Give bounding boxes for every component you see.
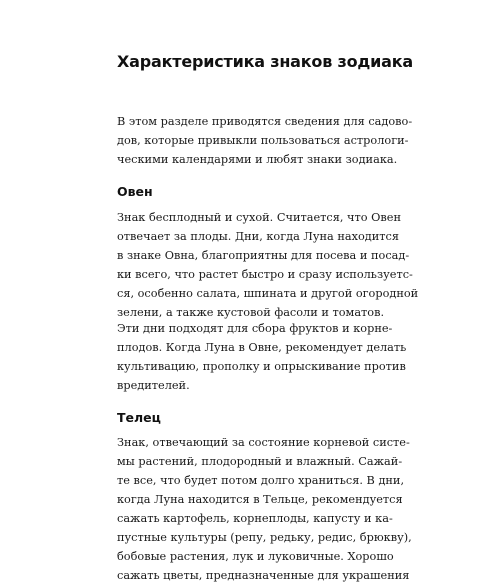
text-line: Знак бесплодный и сухой. Считается, что Овен xyxy=(117,211,401,224)
text-line: ческими календарями и любят знаки зодиака. xyxy=(117,153,398,166)
text-line: вредителей. xyxy=(117,379,190,392)
text-line: отвечает за плоды. Дни, когда Луна находится xyxy=(117,230,399,243)
text-line: пустные культуры (репу, редьку, редис, брюкву), xyxy=(117,531,412,544)
text-line: когда Луна находится в Тельце, рекомендуется xyxy=(117,493,403,506)
text-line: те все, что будет потом долго храниться. В дни, xyxy=(117,474,405,487)
text-line: дов, которые привыкли пользоваться астрологи- xyxy=(117,134,409,147)
oven-paragraph-1 xyxy=(117,208,419,322)
text-line: плодов. Когда Луна в Овне, рекомендует делать xyxy=(117,341,407,354)
text-line: мы растений, плодородный и влажный. Сажай- xyxy=(117,455,403,468)
section-heading-telets: Телец xyxy=(117,410,161,425)
text-line: В этом разделе приводятся сведения для садово- xyxy=(117,115,413,128)
text-line: зелени, а также кустовой фасоли и томатов. xyxy=(117,306,385,319)
text-line: сажать цветы, предназначенные для украшения xyxy=(117,569,410,582)
text-line: в знаке Овна, благоприятны для посева и посад- xyxy=(117,249,410,262)
page-title: Характеристика знаков зодиака xyxy=(117,52,413,71)
text-line: сажать картофель, корнеплоды, капусту и ка- xyxy=(117,512,393,525)
text-line: Эти дни подходят для сбора фруктов и корне- xyxy=(117,322,393,335)
text-line: культивацию, прополку и опрыскивание против xyxy=(117,360,406,373)
text-line: бобовые растения, лук и луковичные. Хорошо xyxy=(117,550,394,563)
section-heading-oven: Овен xyxy=(117,184,153,199)
text-line: Знак, отвечающий за состояние корневой систе- xyxy=(117,436,410,449)
intro-paragraph xyxy=(117,112,413,169)
text-line: ся, особенно салата, шпината и другой огородной xyxy=(117,287,419,300)
text-line: ки всего, что растет быстро и сразу используетс- xyxy=(117,268,413,281)
oven-paragraph-2 xyxy=(117,319,407,395)
telets-paragraph-1 xyxy=(117,433,412,585)
